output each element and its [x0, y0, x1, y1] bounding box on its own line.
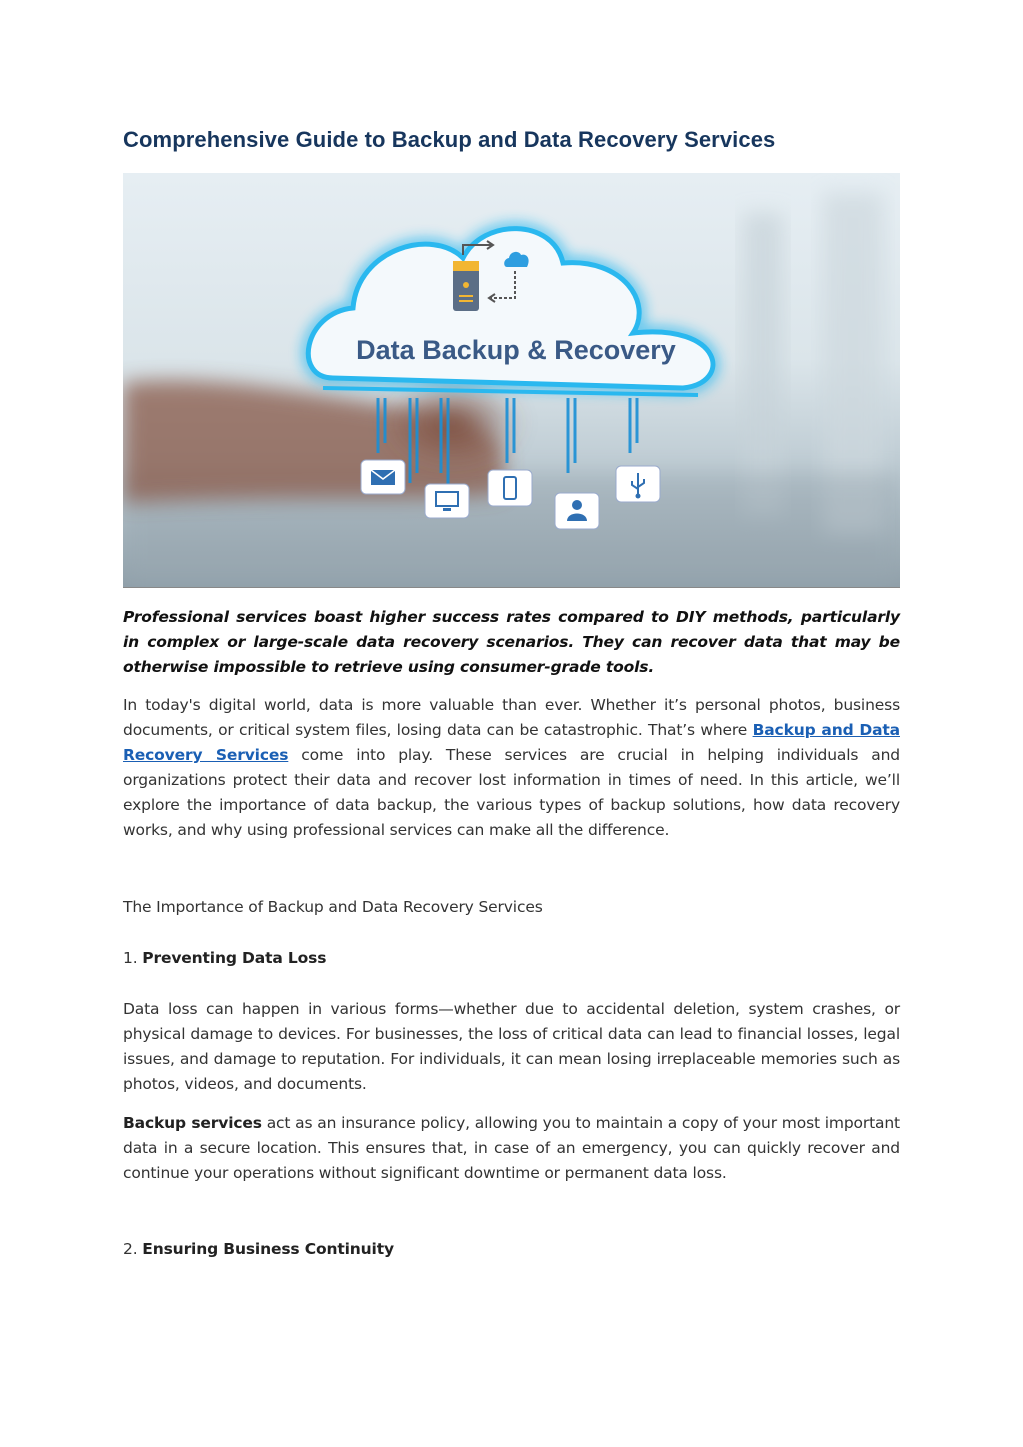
- paragraph-data-loss: Data loss can happen in various forms—whether due to accidental deletion, system crashes, or physical damage to devices. For businesses, the loss of critical data can lead to financial losses, legal issues, and damage to reputation. For individuals, it can mean losing irreplaceable memories such as photos, videos, and documents.: [123, 1000, 900, 1093]
- monitor-icon: [425, 484, 469, 518]
- cloud-label: Data Backup & Recovery: [356, 335, 676, 365]
- hero-image: [123, 173, 900, 588]
- list-label: Ensuring Business Continuity: [142, 1240, 394, 1258]
- paragraph-text: come into play. These services are crucial in helping individuals and organizations protect their data and recover lost information in times of need. In this article, we’ll explore the importance of data backup, the various types of backup solutions, how data recovery works, and why using professional services can make all the difference.: [123, 746, 900, 839]
- bold-term: Backup services: [123, 1114, 262, 1132]
- backup-services-link[interactable]: Backup and Data Recovery Services: [123, 721, 900, 764]
- list-label: Preventing Data Loss: [142, 949, 327, 967]
- paragraph-intro-body: [123, 693, 900, 843]
- paragraph-text: act as an insurance policy, allowing you to maintain a copy of your most important data in a secure location. This ensures that, in case of an emergency, you can quickly recover and continue your operations without significant downtime or permanent data loss.: [123, 1114, 900, 1182]
- paragraph-text: In today's digital world, data is more valuable than ever. Whether it’s personal photos, business documents, or critical system files, losing data can be catastrophic. That’s where: [123, 696, 900, 739]
- phone-icon: [488, 470, 532, 506]
- list-item-heading-1: [123, 946, 900, 971]
- list-number: 1.: [123, 949, 138, 967]
- section-heading: The Importance of Backup and Data Recovery Services: [123, 898, 543, 916]
- usb-icon: [616, 466, 660, 502]
- intro-paragraph: Professional services boast higher success rates compared to DIY methods, particularly in complex or large-scale data recovery scenarios. They can recover data that may be otherwise impossible to retrieve using consumer-grade tools.: [123, 608, 900, 676]
- server-icon: [453, 261, 479, 311]
- list-number: 2.: [123, 1240, 138, 1258]
- list-item-heading-2: [123, 1237, 900, 1262]
- envelope-icon: [361, 460, 405, 494]
- user-icon: [555, 493, 599, 529]
- paragraph-backup-services: [123, 1111, 900, 1186]
- page-title: Comprehensive Guide to Backup and Data Recovery Services: [123, 127, 776, 152]
